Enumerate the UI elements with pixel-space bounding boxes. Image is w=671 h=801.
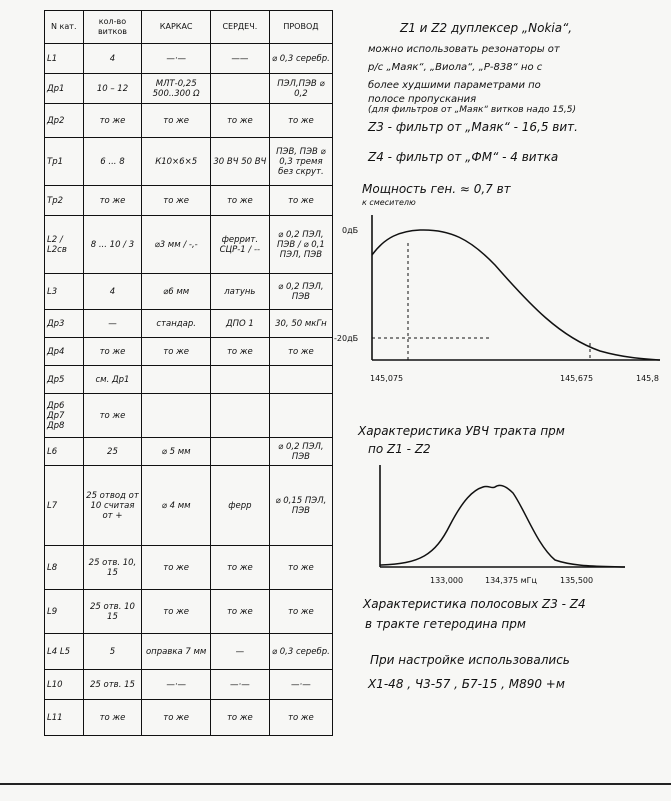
turns-cell: 4 bbox=[83, 274, 142, 310]
turns-cell: то же bbox=[83, 186, 142, 216]
note-line: Z1 и Z2 дуплексер „Nokia“, bbox=[400, 21, 573, 35]
core-cell bbox=[210, 366, 269, 394]
table-header-row bbox=[45, 11, 333, 44]
table-row bbox=[45, 186, 333, 216]
table-row bbox=[45, 634, 333, 670]
y-tick-label: -20дБ bbox=[334, 334, 359, 343]
frame-cell: —·— bbox=[142, 44, 211, 74]
table-row bbox=[45, 438, 333, 466]
core-cell: феррит. СЦР-1 / -- bbox=[210, 216, 269, 274]
frame-cell: то же bbox=[142, 546, 211, 590]
note-line: более худшими параметрами по bbox=[368, 80, 541, 91]
core-cell: 30 ВЧ 50 ВЧ bbox=[210, 138, 269, 186]
turns-cell: 10 – 12 bbox=[83, 74, 142, 104]
turns-cell: 25 отв. 10, 15 bbox=[83, 546, 142, 590]
bp-sublabel: в тракте гетеродина прм bbox=[365, 617, 526, 631]
header-cell: КАРКАС bbox=[142, 11, 211, 44]
table-row bbox=[45, 590, 333, 634]
core-cell: латунь bbox=[210, 274, 269, 310]
frame-cell: К10×6×5 bbox=[142, 138, 211, 186]
core-cell: то же bbox=[210, 338, 269, 366]
table-row bbox=[45, 700, 333, 736]
uvch-label: Характеристика УВЧ тракта прм bbox=[358, 424, 565, 438]
turns-cell: 4 bbox=[83, 44, 142, 74]
frame-cell: то же bbox=[142, 338, 211, 366]
table-row bbox=[45, 338, 333, 366]
coil-table bbox=[44, 10, 333, 736]
frame-cell: стандар. bbox=[142, 310, 211, 338]
coil-name-cell: Др4 bbox=[45, 338, 84, 366]
table-row bbox=[45, 310, 333, 338]
core-cell: то же bbox=[210, 104, 269, 138]
coil-name-cell: L2 / L2св bbox=[45, 216, 84, 274]
core-cell bbox=[210, 74, 269, 104]
x-tick-label: 145,675 bbox=[560, 374, 594, 383]
x-tick-label: 145,075 bbox=[370, 374, 404, 383]
coil-name-cell: L10 bbox=[45, 670, 84, 700]
wire-cell: ⌀ 0,2 ПЭЛ, ПЭВ bbox=[269, 274, 332, 310]
turns-cell: 6 ... 8 bbox=[83, 138, 142, 186]
setup-label: При настройке использовались bbox=[370, 653, 570, 667]
bp-label: Характеристика полосовых Z3 - Z4 bbox=[363, 597, 586, 611]
note-line: полосе пропускания bbox=[368, 94, 477, 105]
wire-cell: ПЭЛ,ПЭВ ⌀ 0,2 bbox=[269, 74, 332, 104]
turns-cell: то же bbox=[83, 104, 142, 138]
coil-name-cell: L8 bbox=[45, 546, 84, 590]
wire-cell: 30, 50 мкГн bbox=[269, 310, 332, 338]
core-cell: то же bbox=[210, 700, 269, 736]
coil-name-cell: Др5 bbox=[45, 366, 84, 394]
coil-name-cell: L6 bbox=[45, 438, 84, 466]
y-tick-label: 0дБ bbox=[342, 226, 359, 235]
coil-name-cell: Др3 bbox=[45, 310, 84, 338]
frame-cell: ⌀6 мм bbox=[142, 274, 211, 310]
header-cell: кол-во витков bbox=[83, 11, 142, 44]
wire-cell: то же bbox=[269, 186, 332, 216]
wire-cell: то же bbox=[269, 700, 332, 736]
wire-cell: ⌀ 0,3 серебр. bbox=[269, 634, 332, 670]
core-cell: то же bbox=[210, 186, 269, 216]
wire-cell: то же bbox=[269, 546, 332, 590]
table-row bbox=[45, 546, 333, 590]
core-cell bbox=[210, 438, 269, 466]
wire-cell: то же bbox=[269, 104, 332, 138]
turns-cell: 5 bbox=[83, 634, 142, 670]
note-line: можно использовать резонаторы от bbox=[368, 44, 560, 55]
note-line: Z3 - фильтр от „Маяк“ - 16,5 вит. bbox=[368, 120, 578, 134]
frame-cell: ⌀3 мм / -,- bbox=[142, 216, 211, 274]
frame-cell: то же bbox=[142, 590, 211, 634]
turns-cell: то же bbox=[83, 338, 142, 366]
power-curve bbox=[372, 230, 660, 360]
core-cell: — bbox=[210, 634, 269, 670]
coil-name-cell: L7 bbox=[45, 466, 84, 546]
wire-cell bbox=[269, 366, 332, 394]
wire-cell: ⌀ 0,2 ПЭЛ, ПЭВ bbox=[269, 438, 332, 466]
wire-cell bbox=[269, 394, 332, 438]
table-row bbox=[45, 394, 333, 438]
header-cell: N кат. bbox=[45, 11, 84, 44]
x-tick-label: 134,375 мГц bbox=[485, 576, 537, 585]
power-chart bbox=[330, 215, 670, 385]
core-cell: то же bbox=[210, 546, 269, 590]
table-row bbox=[45, 670, 333, 700]
table-row bbox=[45, 138, 333, 186]
coil-name-cell: L1 bbox=[45, 44, 84, 74]
x-tick-label: 135,500 bbox=[560, 576, 594, 585]
coil-name-cell: L3 bbox=[45, 274, 84, 310]
instruments-list: Х1-48 , Ч3-57 , Б7-15 , М890 +м bbox=[368, 677, 565, 691]
core-cell: ДПО 1 bbox=[210, 310, 269, 338]
core-cell: ферр bbox=[210, 466, 269, 546]
frame-cell: МЛТ-0,25 500..300 Ω bbox=[142, 74, 211, 104]
coil-name-cell: Др2 bbox=[45, 104, 84, 138]
turns-cell: 25 bbox=[83, 438, 142, 466]
core-cell bbox=[210, 394, 269, 438]
coil-name-cell: L11 bbox=[45, 700, 84, 736]
wire-cell: —·— bbox=[269, 670, 332, 700]
uvch-chart bbox=[375, 465, 635, 590]
table-row bbox=[45, 366, 333, 394]
table-row bbox=[45, 74, 333, 104]
uvch-sublabel: по Z1 - Z2 bbox=[368, 442, 431, 456]
x-tick-label: 145,8 bbox=[636, 374, 659, 383]
wire-cell: ПЭВ, ПЭВ ⌀ 0,3 тремя без скрут. bbox=[269, 138, 332, 186]
turns-cell: 25 отв. 15 bbox=[83, 670, 142, 700]
frame-cell: то же bbox=[142, 186, 211, 216]
coil-name-cell: L9 bbox=[45, 590, 84, 634]
core-cell: —— bbox=[210, 44, 269, 74]
turns-cell: — bbox=[83, 310, 142, 338]
frame-cell bbox=[142, 366, 211, 394]
wire-cell: ⌀ 0,3 серебр. bbox=[269, 44, 332, 74]
frame-cell: ⌀ 4 мм bbox=[142, 466, 211, 546]
turns-cell: то же bbox=[83, 700, 142, 736]
turns-cell: см. Др1 bbox=[83, 366, 142, 394]
turns-cell: 8 ... 10 / 3 bbox=[83, 216, 142, 274]
wire-cell: ⌀ 0,2 ПЭЛ, ПЭВ / ⌀ 0,1 ПЭЛ, ПЭВ bbox=[269, 216, 332, 274]
coil-name-cell: Др6 Др7 Др8 bbox=[45, 394, 84, 438]
frame-cell: ⌀ 5 мм bbox=[142, 438, 211, 466]
frame-cell: —·— bbox=[142, 670, 211, 700]
coil-name-cell: Тр1 bbox=[45, 138, 84, 186]
page-bottom-edge bbox=[0, 783, 671, 785]
core-cell: то же bbox=[210, 590, 269, 634]
coil-name-cell: Др1 bbox=[45, 74, 84, 104]
wire-cell: то же bbox=[269, 590, 332, 634]
power-sublabel: к смесителю bbox=[362, 198, 416, 207]
frame-cell: оправка 7 мм bbox=[142, 634, 211, 670]
wire-cell: то же bbox=[269, 338, 332, 366]
frame-cell: то же bbox=[142, 104, 211, 138]
note-line: Z4 - фильтр от „ФМ“ - 4 витка bbox=[368, 150, 559, 164]
header-cell: ПРОВОД bbox=[269, 11, 332, 44]
table-row bbox=[45, 104, 333, 138]
frame-cell: то же bbox=[142, 700, 211, 736]
table-row bbox=[45, 44, 333, 74]
coil-name-cell: Тр2 bbox=[45, 186, 84, 216]
table-row bbox=[45, 466, 333, 546]
frame-cell bbox=[142, 394, 211, 438]
note-line: (для фильтров от „Маяк“ витков надо 15,5) bbox=[368, 105, 576, 115]
table-row bbox=[45, 216, 333, 274]
uvch-curve bbox=[380, 485, 625, 567]
power-label: Мощность ген. ≈ 0,7 вт bbox=[362, 182, 511, 196]
table-row bbox=[45, 274, 333, 310]
core-cell: —·— bbox=[210, 670, 269, 700]
turns-cell: то же bbox=[83, 394, 142, 438]
note-line: р/с „Маяк“, „Виола“, „Р-838“ но с bbox=[368, 62, 543, 73]
turns-cell: 25 отв. 10 15 bbox=[83, 590, 142, 634]
wire-cell: ⌀ 0,15 ПЭЛ, ПЭВ bbox=[269, 466, 332, 546]
coil-name-cell: L4 L5 bbox=[45, 634, 84, 670]
x-tick-label: 133,000 bbox=[430, 576, 464, 585]
turns-cell: 25 отвод от 10 считая от + bbox=[83, 466, 142, 546]
header-cell: СЕРДЕЧ. bbox=[210, 11, 269, 44]
